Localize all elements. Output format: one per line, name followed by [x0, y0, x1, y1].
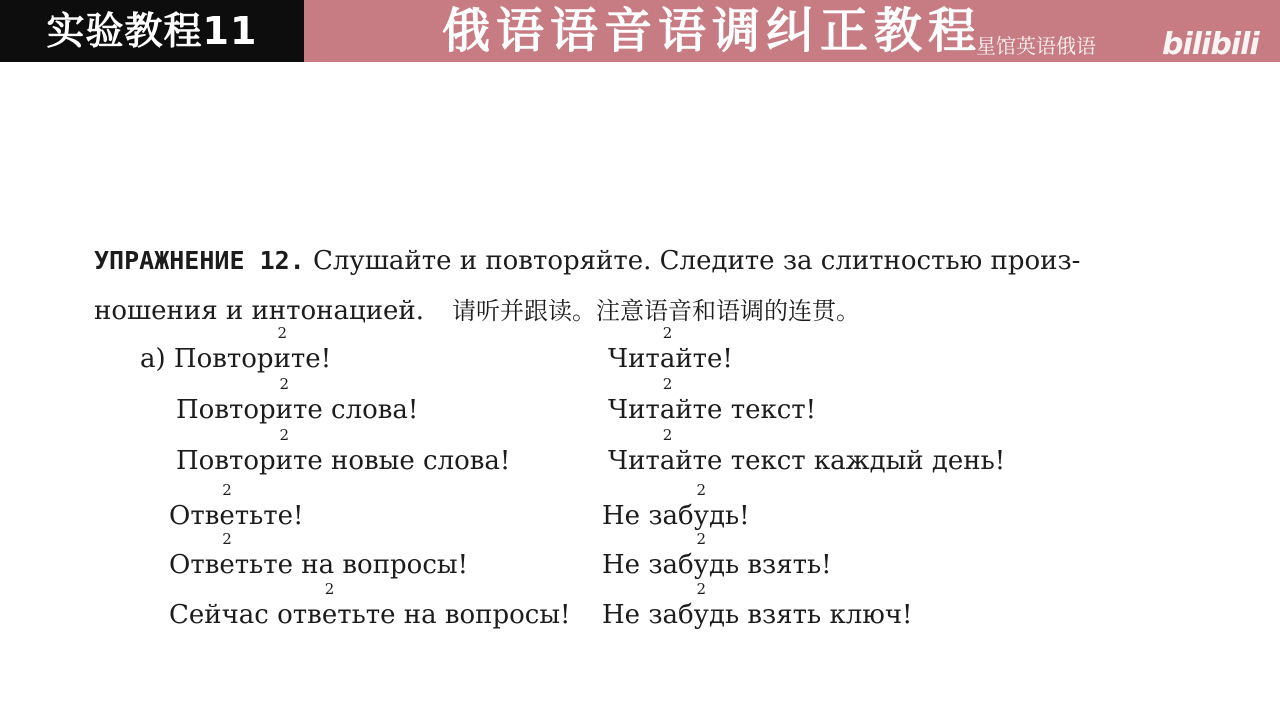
phrase-text: Чит	[608, 446, 660, 476]
stressed-vowel: 2 у	[694, 499, 709, 533]
instruction-line2: ношения и интонацией.	[94, 296, 425, 326]
phrase-text: те!	[290, 344, 332, 374]
phrase-text: те новые слова!	[293, 446, 511, 476]
phrase-right-3	[608, 444, 1005, 478]
course-title: 俄语语音语调纠正教程	[442, 3, 983, 59]
phrase-text: йте текст каждый день!	[675, 446, 1006, 476]
instruction-line1: Слушайте и повторяйте. Следите за слитностью произ-	[304, 246, 1081, 276]
stressed-vowel: 2 у	[694, 598, 709, 632]
phrase-text: дь взять!	[708, 550, 832, 580]
phrase-text: те слова!	[293, 395, 419, 425]
phrase-text: Отв	[169, 550, 220, 580]
stressed-vowel: 2 у	[694, 548, 709, 582]
phrase-text: Отв	[169, 501, 220, 531]
phrase-text: Не заб	[602, 600, 694, 630]
phrase-text: Сейчас отв	[169, 600, 322, 630]
exercise-heading-line1	[94, 244, 1080, 278]
phrase-left-1	[140, 342, 331, 376]
phrase-text: тьте!	[234, 501, 304, 531]
phrase-right-5	[602, 548, 832, 582]
phrase-left-4	[169, 499, 304, 533]
phrase-right-2	[608, 393, 816, 427]
stressed-vowel: 2 а	[660, 393, 676, 427]
phrase-text: дь!	[708, 501, 750, 531]
phrase-right-6	[602, 598, 912, 632]
phrase-text: Не заб	[602, 501, 694, 531]
phrase-left-5	[169, 548, 468, 582]
phrase-text: йте!	[675, 344, 733, 374]
bilibili-logo: bilibili	[1162, 27, 1259, 62]
phrase-left-6	[169, 598, 571, 632]
phrase-text: Чит	[608, 344, 660, 374]
phrase-text: Не заб	[602, 550, 694, 580]
stressed-vowel: 2 е	[219, 548, 234, 582]
stressed-vowel: 2 и	[274, 342, 291, 376]
chinese-instruction: 请听并跟读。注意语音和语调的连贯。	[452, 297, 861, 325]
phrase-text: дь взять ключ!	[708, 600, 913, 630]
phrase-text: Повтор	[173, 344, 274, 374]
phrase-text: йте текст!	[675, 395, 817, 425]
phrase-text: тьте на вопросы!	[337, 600, 571, 630]
item-marker: а)	[140, 344, 174, 374]
phrase-right-4	[602, 499, 750, 533]
stressed-vowel: 2 и	[276, 393, 293, 427]
stressed-vowel: 2 и	[276, 444, 293, 478]
stressed-vowel: 2 е	[322, 598, 337, 632]
phrase-left-2	[176, 393, 418, 427]
phrase-left-3	[176, 444, 510, 478]
exercise-label: УПРАЖНЕНИЕ 12.	[94, 246, 305, 275]
phrase-text: Чит	[608, 395, 660, 425]
lesson-label: 实验教程11	[0, 0, 304, 62]
exercise-heading-line2	[94, 294, 860, 328]
phrase-right-1	[608, 342, 733, 376]
phrase-text: Повтор	[176, 395, 276, 425]
channel-watermark: 星馆英语俄语	[976, 34, 1096, 58]
stressed-vowel: 2 е	[219, 499, 234, 533]
stressed-vowel: 2 а	[660, 444, 676, 478]
phrase-text: Повтор	[176, 446, 276, 476]
stressed-vowel: 2 а	[660, 342, 676, 376]
phrase-text: тьте на вопросы!	[234, 550, 469, 580]
